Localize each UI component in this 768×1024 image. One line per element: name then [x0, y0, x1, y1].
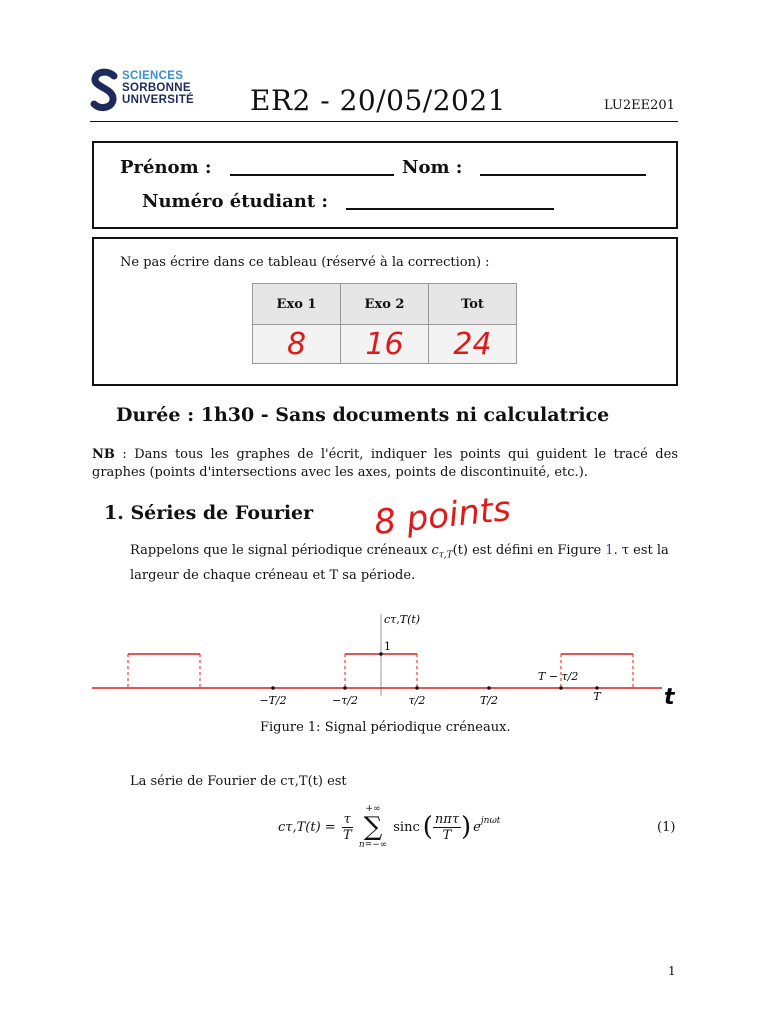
intro-arg: (t)	[452, 543, 468, 558]
equation-fraction	[342, 812, 353, 843]
sinc-label: sinc	[393, 819, 420, 835]
identity-box	[92, 141, 678, 229]
equation-number: (1)	[657, 820, 676, 835]
pulse-left	[128, 654, 200, 688]
level-dot	[379, 652, 383, 656]
last-name-label: Nom :	[402, 157, 463, 178]
exam-title: ER2 - 20/05/2021	[250, 84, 506, 117]
grade-header-exo2: Exo 2	[341, 284, 429, 325]
figure-caption: Figure 1: Signal périodique créneaux.	[260, 720, 511, 735]
grading-note: Ne pas écrire dans ce tableau (réservé à la correction) :	[120, 255, 490, 270]
tick-label-minus-tau2: −τ/2	[331, 694, 359, 707]
paren-close: )	[461, 812, 472, 842]
grading-box	[92, 237, 678, 386]
figure-ylabel: cτ,T(t)	[384, 613, 421, 626]
intro-paragraph	[130, 541, 678, 586]
nb-paragraph	[92, 446, 678, 482]
signal-figure	[90, 606, 690, 716]
logo-line-1: SCIENCES	[122, 70, 184, 82]
page-number: 1	[668, 964, 676, 978]
equation-lhs: cτ,T(t) =	[278, 819, 336, 835]
duration-heading: Durée : 1h30 - Sans documents ni calculatrice	[116, 404, 610, 426]
grade-score-total: 24	[429, 325, 517, 364]
handwritten-points: 8 points	[372, 488, 513, 544]
tick-dot-tau2	[415, 686, 419, 690]
handwritten-axis-t: t	[664, 685, 675, 710]
section-title: 1. Séries de Fourier	[104, 502, 314, 524]
tick-dot-minus-tau2	[343, 686, 347, 690]
nb-text: : Dans tous les graphes de l'écrit, indiquer les points qui guident le tracé des graphes (points d'intersections avec les axes, points de discontinuité, etc.).	[92, 447, 678, 480]
grading-table	[252, 283, 517, 364]
grade-score-exo2: 16	[341, 325, 429, 364]
intro-part3: . τ est la largeur de chaque créneau et T sa période.	[130, 543, 669, 583]
last-name-field[interactable]	[480, 174, 646, 176]
sorbonne-logo	[90, 68, 205, 114]
intro-sub: τ,T	[438, 550, 453, 561]
logo-line-2: SORBONNE	[122, 82, 191, 94]
first-name-label: Prénom :	[120, 157, 212, 178]
tick-dot-T-minus-tau2	[559, 686, 563, 690]
exp-power: jnωt	[480, 816, 501, 826]
grade-header-exo1: Exo 1	[253, 284, 341, 325]
student-number-label: Numéro étudiant :	[142, 191, 329, 212]
sinc-arg-denominator: T	[442, 827, 452, 843]
logo-line-3: UNIVERSITÉ	[122, 94, 195, 106]
nb-label: NB	[92, 447, 115, 462]
intro-part1: Rappelons que le signal périodique créneaux	[130, 543, 432, 558]
fraction-denominator: T	[342, 827, 352, 843]
figure-level-label: 1	[384, 640, 391, 653]
sum-lower: n=−∞	[358, 840, 388, 850]
equation-sum	[359, 804, 387, 850]
header-divider	[90, 121, 678, 122]
intro-func: c	[431, 543, 439, 558]
grade-header-total: Tot	[429, 284, 517, 325]
course-code: LU2EE201	[604, 98, 675, 113]
sum-upper: +∞	[365, 804, 381, 814]
tick-dot-minus-T2	[271, 686, 275, 690]
grade-score-exo1: 8	[253, 325, 341, 364]
tick-label-minus-T2: −T/2	[259, 694, 287, 707]
sinc-argument	[433, 812, 461, 843]
first-name-field[interactable]	[230, 174, 394, 176]
tick-dot-T2	[487, 686, 491, 690]
paren-open: (	[422, 812, 433, 842]
student-number-field[interactable]	[346, 208, 554, 210]
tick-label-T-minus-tau2: T − τ/2	[538, 670, 579, 683]
figure-reference-link[interactable]: 1	[605, 543, 614, 558]
intro-part2: est défini en Figure	[467, 543, 606, 558]
sum-symbol: ∑	[363, 812, 383, 842]
equation-intro: La série de Fourier de cτ,T(t) est	[130, 774, 347, 789]
fourier-equation	[278, 804, 500, 850]
tick-label-T: T	[593, 690, 601, 703]
sinc-arg-numerator: nπτ	[434, 811, 460, 827]
tick-label-tau2: τ/2	[408, 694, 426, 707]
exp-base: e	[473, 819, 481, 835]
fraction-numerator: τ	[343, 811, 351, 827]
logo-s-icon	[90, 68, 120, 114]
tick-label-T2: T/2	[479, 694, 499, 707]
